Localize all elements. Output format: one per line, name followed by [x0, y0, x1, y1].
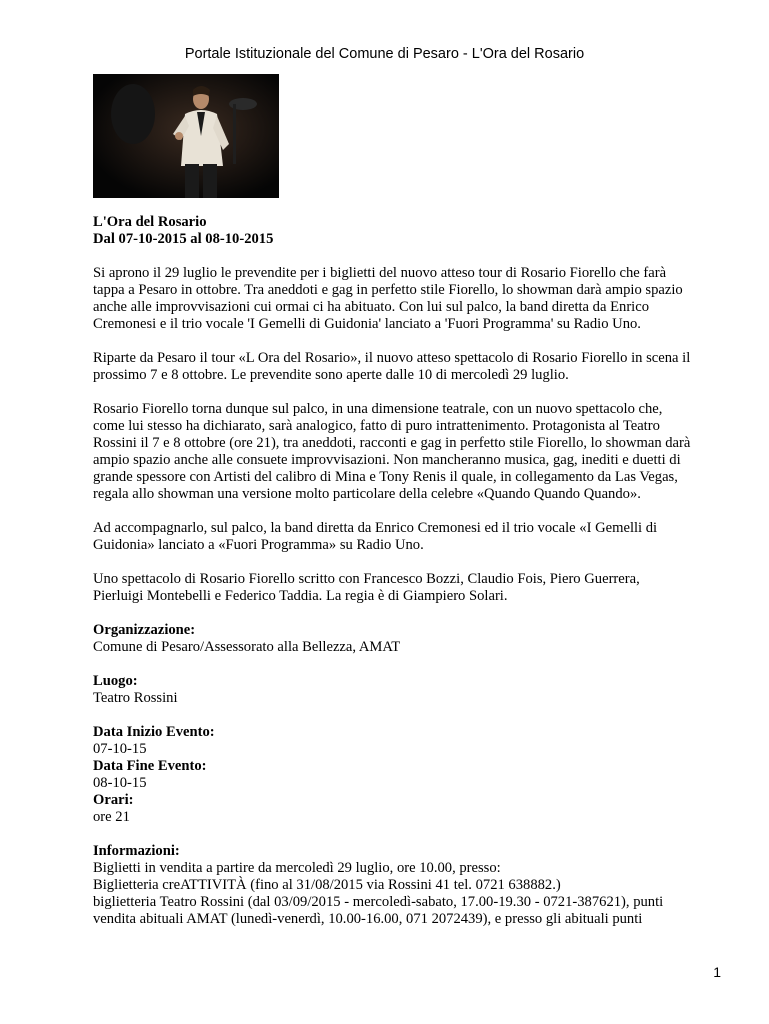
luogo-label: Luogo:: [93, 673, 138, 689]
paragraph: Riparte da Pesaro il tour «L Ora del Rosario», il nuovo atteso spettacolo di Rosario Fiorello in scena il prossimo 7 e 8 ottobre. Le prevendite sono aperte dalle 10 di mercoledì 29 luglio.: [93, 350, 691, 383]
data-inizio-label: Data Inizio Evento:: [93, 724, 215, 740]
data-inizio-value: 07-10-15: [93, 741, 147, 757]
data-fine-label: Data Fine Evento:: [93, 758, 207, 774]
event-content: [93, 214, 693, 945]
paragraph: Si aprono il 29 luglio le prevendite per i biglietti del nuovo atteso tour di Rosario Fiorello che farà tappa a Pesaro in ottobre. Tra aneddoti e gag in perfetto stile Fiorello, lo showman darà ampio spazio anche alle improvvisazioni cui ormai ci ha abituato. Con lui sul palco, la band diretta da Enrico Cremonesi e il trio vocale 'I Gemelli di Guidonia' lanciato a 'Fuori Programma' su Radio Uno.: [93, 265, 683, 332]
page-header-title: Portale Istituzionale del Comune di Pesaro - L'Ora del Rosario: [184, 46, 585, 62]
organizzazione-label: Organizzazione:: [93, 622, 196, 638]
orari-value: ore 21: [93, 809, 130, 825]
event-title: L'Ora del Rosario: [93, 214, 207, 230]
info-line: biglietteria Teatro Rossini (dal 03/09/2015 - mercoledì-sabato, 17.00-19.30 - 0721-387621), punti vendita abituali AMAT (lunedì-venerdì, 10.00-16.00, 071 2072439), e presso gli abituali punti: [93, 894, 664, 927]
paragraph: Uno spettacolo di Rosario Fiorello scritto con Francesco Bozzi, Claudio Fois, Piero Guerrera, Pierluigi Montebelli e Federico Taddia. La regia è di Giampiero Solari.: [93, 571, 640, 604]
luogo-value: Teatro Rossini: [93, 690, 178, 706]
info-line: Biglietteria creATTIVITÀ (fino al 31/08/2015 via Rossini 41 tel. 0721 638882.): [93, 877, 561, 893]
event-dates: Dal 07-10-2015 al 08-10-2015: [93, 231, 274, 247]
performer-on-stage-image: [93, 74, 279, 198]
event-photo: [93, 74, 279, 198]
paragraph: Ad accompagnarlo, sul palco, la band diretta da Enrico Cremonesi ed il trio vocale «I Gemelli di Guidonia» lanciato a «Fuori Programma» su Radio Uno.: [93, 520, 658, 553]
orari-label: Orari:: [93, 792, 134, 808]
data-fine-value: 08-10-15: [93, 775, 147, 791]
info-line: Biglietti in vendita a partire da mercoledì 29 luglio, ore 10.00, presso:: [93, 860, 501, 876]
informazioni-label: Informazioni:: [93, 843, 180, 859]
paragraph: Rosario Fiorello torna dunque sul palco, in una dimensione teatrale, con un nuovo spettacolo che, come lui stesso ha dichiarato, sarà analogico, fatto di puro intrattenimento. Protagonista al Teatro Rossini il 7 e 8 ottobre (ore 21), tra aneddoti, racconti e gag in perfetto stile Fiorello, lo showman darà ampio spazio anche alle consuete improvvisazioni. Non mancheranno musica, gag, inediti e duetti di grande spessore con Artisti del calibro di Mina e Tony Renis il quale, in collegamento da Las Vegas, regala allo showman una versione molto particolare della celebre «Quando Quando Quando».: [93, 401, 691, 502]
organizzazione-value: Comune di Pesaro/Assessorato alla Bellezza, AMAT: [93, 639, 401, 655]
page-number: 1: [713, 964, 721, 980]
